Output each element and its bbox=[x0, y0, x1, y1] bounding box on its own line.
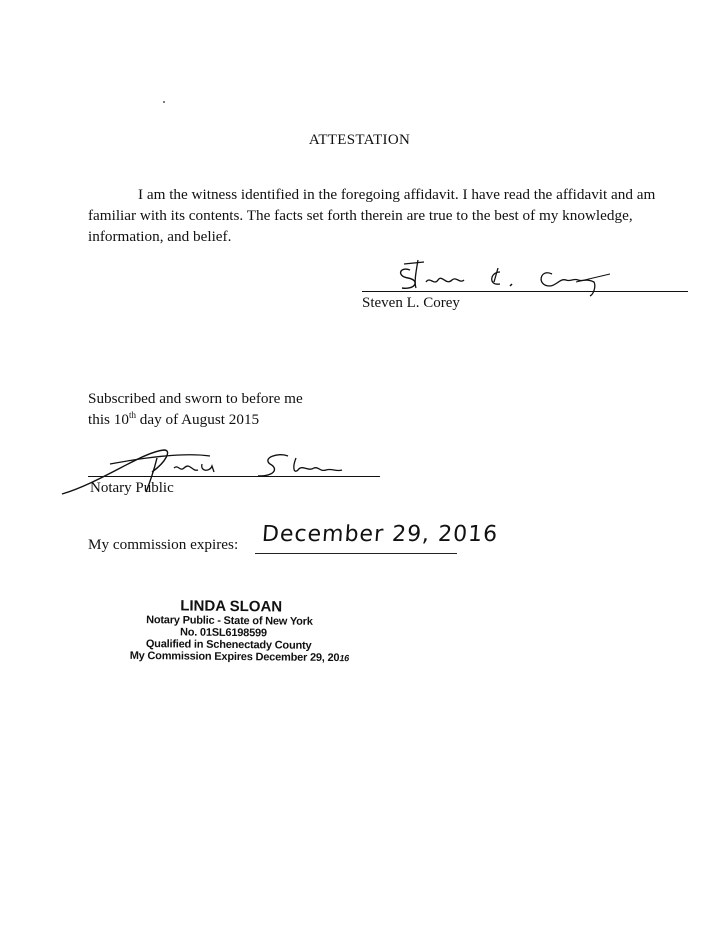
stamp-line-3: Qualified in Schenectady County bbox=[145, 638, 312, 652]
attestation-paragraph: I am the witness identified in the foregoing affidavit. I have read the affidavit and am familiar with its contents. The facts set forth therein are true to the best of my knowledge, information, and belief. bbox=[88, 186, 656, 245]
stamp-name: LINDA SLOAN bbox=[180, 597, 283, 616]
sworn-line-2 bbox=[88, 409, 303, 430]
sworn-line-2-ordinal: th bbox=[128, 409, 136, 420]
stamp-line-4-handwritten-year: 16 bbox=[339, 653, 350, 664]
witness-printed-name: Steven L. Corey bbox=[362, 295, 460, 311]
notary-stamp bbox=[110, 597, 361, 665]
commission-label: My commission expires: bbox=[88, 536, 239, 553]
notary-public-label: Notary Public bbox=[90, 480, 174, 496]
sworn-line-2-suffix: day of August 2015 bbox=[135, 411, 260, 428]
stamp-line-4-text: My Commission Expires December 29, 20 bbox=[129, 649, 340, 665]
stamp-line-4 bbox=[130, 650, 360, 664]
commission-date-line bbox=[255, 553, 457, 554]
witness-signature-line bbox=[362, 291, 688, 292]
sworn-line-2-prefix: this 10 bbox=[88, 411, 129, 428]
sworn-statement bbox=[88, 388, 303, 430]
commission-handwritten-date: December 29, 2016 bbox=[261, 522, 499, 547]
notary-signature-line bbox=[88, 476, 380, 477]
stamp-line-1: Notary Public - State of New York bbox=[146, 614, 313, 628]
document-title: ATTESTATION bbox=[308, 132, 411, 148]
sworn-line-1: Subscribed and sworn to before me bbox=[88, 390, 303, 407]
scan-speck bbox=[163, 101, 165, 103]
stamp-line-2: No. 01SL6198599 bbox=[179, 626, 267, 640]
